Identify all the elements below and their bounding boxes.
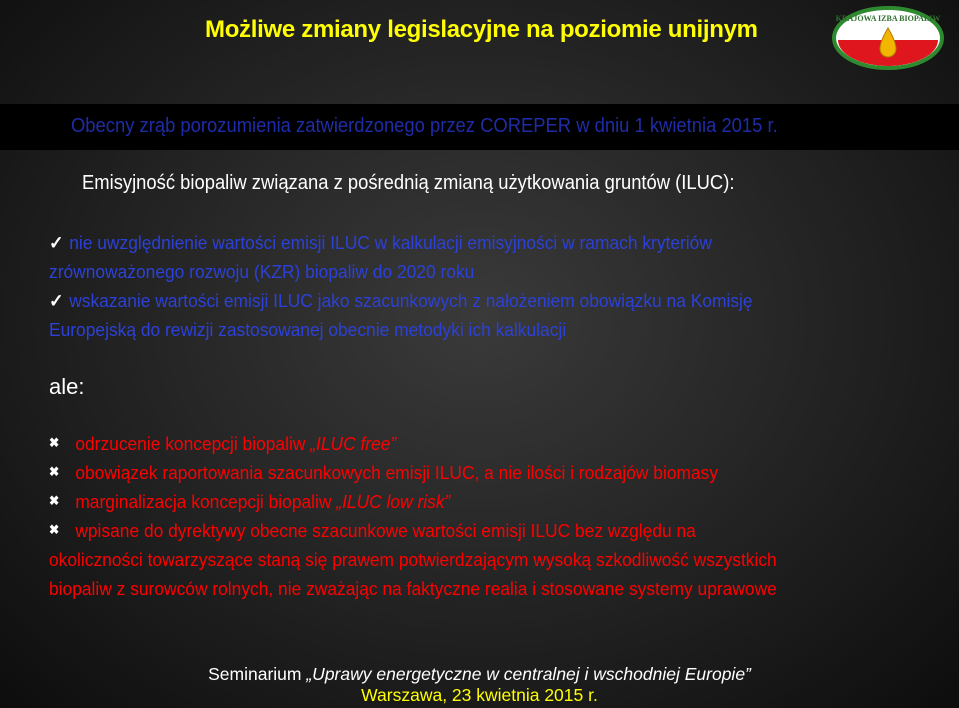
check-item-continuation: Europejską do rewizji zastosowanej obecnie metodyki ich kalkulacji (49, 319, 567, 340)
check-item-text: nie uwzględnienie wartości emisji ILUC w kalkulacji emisyjności w ramach kryteriów (69, 232, 712, 253)
cross-item-italic: „ILUC low risk” (336, 491, 451, 512)
cross-icon: ✖ (49, 435, 60, 450)
logo (832, 4, 944, 70)
but-label: ale: (49, 374, 85, 399)
footer-date: Warszawa, 23 kwietnia 2015 r. (361, 685, 598, 705)
check-icon: ✓ (49, 290, 64, 311)
check-item-text: wskazanie wartości emisji ILUC jako szacunkowych z nałożeniem obowiązku na Komisję (69, 290, 753, 311)
continuation-line: okoliczności towarzyszące staną się prawem potwierdzającym wysoką szkodliwość wszystkich (49, 549, 777, 570)
cross-item-text: odrzucenie koncepcji biopaliw (75, 433, 311, 454)
cross-item-text: wpisane do dyrektywy obecne szacunkowe wartości emisji ILUC bez względu na (75, 520, 696, 541)
footer-seminar (0, 664, 959, 685)
cross-item (49, 491, 450, 513)
check-item-continuation: zrównoważonego rozwoju (KZR) biopaliw do 2020 roku (49, 261, 475, 282)
cross-icon: ✖ (49, 522, 60, 537)
continuation-line: biopaliw z surowców rolnych, nie zważając na faktyczne realia i stosowane systemy uprawowe (49, 578, 777, 599)
check-item (49, 290, 753, 312)
cross-icon: ✖ (49, 493, 60, 508)
banner-text: Obecny zrąb porozumienia zatwierdzonego przez COREPER w dniu 1 kwietnia 2015 r. (71, 115, 778, 137)
cross-item (49, 433, 396, 455)
check-item (49, 232, 712, 254)
cross-item-text: marginalizacja koncepcji biopaliw (75, 491, 337, 512)
footer-seminar-title: „Uprawy energetyczne w centralnej i wschodniej Europie” (306, 664, 751, 684)
emissions-heading: Emisyjność biopaliw związana z pośrednią zmianą użytkowania gruntów (ILUC): (82, 172, 735, 194)
logo-text: KRAJOWA IZBA BIOPALIW (835, 14, 941, 23)
cross-item (49, 462, 718, 484)
footer-prefix: Seminarium (208, 664, 307, 684)
slide-title: Możliwe zmiany legislacyjne na poziomie unijnym (205, 16, 758, 43)
cross-item (49, 520, 696, 542)
check-icon: ✓ (49, 232, 64, 253)
cross-item-text: obowiązek raportowania szacunkowych emisji ILUC, a nie ilości i rodzajów biomasy (75, 462, 719, 483)
cross-icon: ✖ (49, 464, 60, 479)
cross-item-italic: „ILUC free” (310, 433, 397, 454)
